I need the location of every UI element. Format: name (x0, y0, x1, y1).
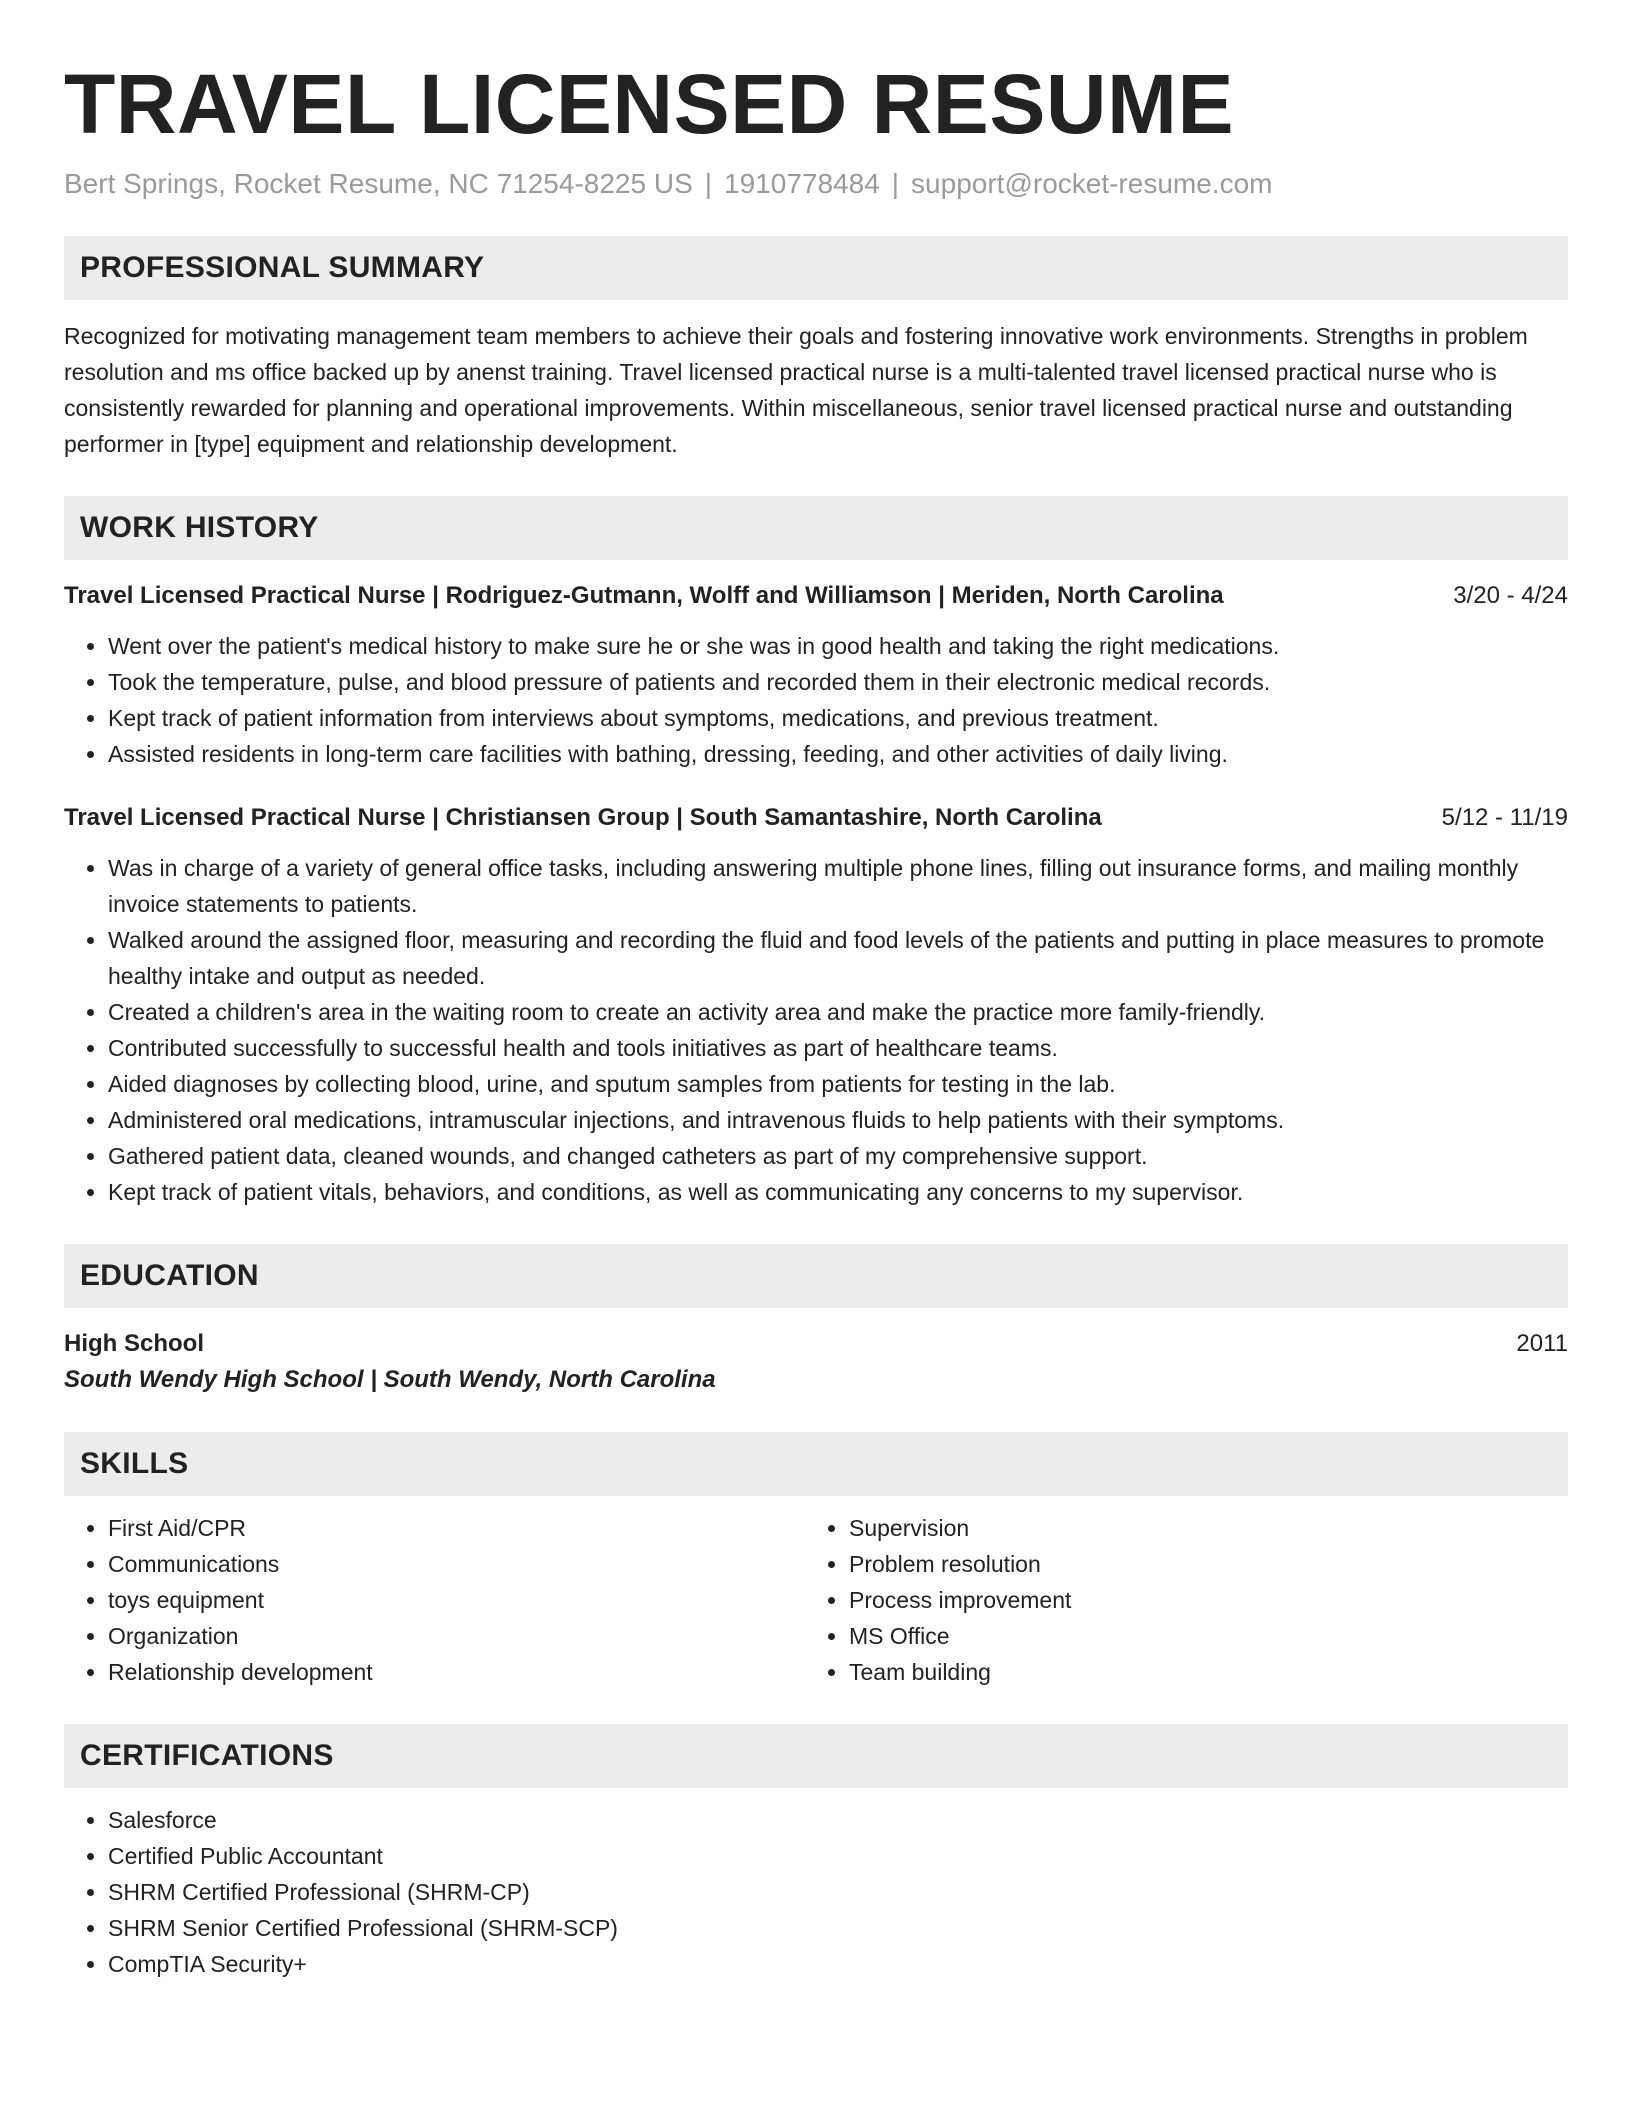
job-bullet: • Went over the patient's medical history to make sure he or she was in good health and taking the right medications. (108, 628, 1568, 664)
job-header (64, 578, 1568, 614)
contact-email: support@rocket-resume.com (911, 168, 1273, 199)
contact-separator: | (704, 168, 713, 199)
job-bullet: • Walked around the assigned floor, measuring and recording the fluid and food levels of the patients and putting in place measures to promote healthy intake and output as needed. (108, 922, 1568, 994)
education-school: South Wendy High School | South Wendy, North Carolina (64, 1366, 716, 1393)
education-degree: High School (64, 1330, 204, 1357)
certification-item: • CompTIA Security+ (108, 1946, 1568, 1982)
skills-section (64, 1432, 1568, 1690)
certification-item: • SHRM Certified Professional (SHRM-CP) (108, 1874, 1568, 1910)
job-entry (64, 578, 1568, 772)
skill-item: • Supervision (849, 1510, 1546, 1546)
skill-item: • Relationship development (108, 1654, 805, 1690)
skills-column-right (805, 1510, 1546, 1690)
job-title: Travel Licensed Practical Nurse | Rodriguez-Gutmann, Wolff and Williamson | Meriden, North Carolina (64, 582, 1224, 609)
job-bullet: • Administered oral medications, intramuscular injections, and intravenous fluids to help patients with their symptoms. (108, 1102, 1568, 1138)
education-section (64, 1244, 1568, 1398)
job-bullet: • Took the temperature, pulse, and blood pressure of patients and recorded them in their electronic medical records. (108, 664, 1568, 700)
work-history-section (64, 496, 1568, 1210)
education-header (64, 1326, 1568, 1362)
job-bullet: • Gathered patient data, cleaned wounds, and changed catheters as part of my comprehensive support. (108, 1138, 1568, 1174)
summary-heading: PROFESSIONAL SUMMARY (64, 236, 1568, 300)
resume-page (64, 56, 1568, 1982)
job-bullet: • Contributed successfully to successful health and tools initiatives as part of healthcare teams. (108, 1030, 1568, 1066)
skills-grid (64, 1510, 1568, 1690)
skill-item: • Process improvement (849, 1582, 1546, 1618)
summary-section (64, 236, 1568, 462)
skill-item: • MS Office (849, 1618, 1546, 1654)
job-entry (64, 800, 1568, 1210)
job-bullets (64, 628, 1568, 772)
job-bullet: • Assisted residents in long-term care facilities with bathing, dressing, feeding, and other activities of daily living. (108, 736, 1568, 772)
skills-column-left (64, 1510, 805, 1690)
skills-heading: SKILLS (64, 1432, 1568, 1496)
certifications-list (64, 1802, 1568, 1982)
skill-item: • Problem resolution (849, 1546, 1546, 1582)
job-bullets (64, 850, 1568, 1210)
education-year: 2011 (1516, 1330, 1568, 1357)
skill-item: • Organization (108, 1618, 805, 1654)
job-bullet: • Created a children's area in the waiting room to create an activity area and make the practice more family-friendly. (108, 994, 1568, 1030)
job-bullet: • Kept track of patient information from interviews about symptoms, medications, and previous treatment. (108, 700, 1568, 736)
job-header (64, 800, 1568, 836)
skill-item: • Team building (849, 1654, 1546, 1690)
job-bullet: • Aided diagnoses by collecting blood, urine, and sputum samples from patients for testing in the lab. (108, 1066, 1568, 1102)
contact-line (64, 166, 1568, 202)
certification-item: • SHRM Senior Certified Professional (SHRM-SCP) (108, 1910, 1568, 1946)
skill-item: • Communications (108, 1546, 805, 1582)
job-dates: 5/12 - 11/19 (1441, 804, 1568, 831)
certification-item: • Certified Public Accountant (108, 1838, 1568, 1874)
certifications-heading: CERTIFICATIONS (64, 1724, 1568, 1788)
education-heading: EDUCATION (64, 1244, 1568, 1308)
job-bullet: • Was in charge of a variety of general office tasks, including answering multiple phone lines, filling out insurance forms, and mailing monthly invoice statements to patients. (108, 850, 1568, 922)
contact-address: Bert Springs, Rocket Resume, NC 71254-8225 US (64, 168, 693, 199)
certifications-section (64, 1724, 1568, 1982)
skill-item: • toys equipment (108, 1582, 805, 1618)
job-bullet: • Kept track of patient vitals, behaviors, and conditions, as well as communicating any concerns to my supervisor. (108, 1174, 1568, 1210)
summary-text: Recognized for motivating management team members to achieve their goals and fostering innovative work environments. Strengths in problem resolution and ms office backed up by anenst training. Travel licensed practical nurse is a multi-talented travel licensed practical nurse who is consistently rewarded for planning and operational improvements. Within miscellaneous, senior travel licensed practical nurse and outstanding performer in [type] equipment and relationship development. (64, 323, 1528, 457)
education-entry (64, 1326, 1568, 1398)
job-title: Travel Licensed Practical Nurse | Christiansen Group | South Samantashire, North Carolina (64, 804, 1102, 831)
work-history-heading: WORK HISTORY (64, 496, 1568, 560)
contact-separator: | (891, 168, 900, 199)
contact-phone: 1910778484 (724, 168, 880, 199)
job-dates: 3/20 - 4/24 (1453, 582, 1568, 609)
certification-item: • Salesforce (108, 1802, 1568, 1838)
resume-title: TRAVEL LICENSED RESUME (64, 57, 1235, 151)
skill-item: • First Aid/CPR (108, 1510, 805, 1546)
